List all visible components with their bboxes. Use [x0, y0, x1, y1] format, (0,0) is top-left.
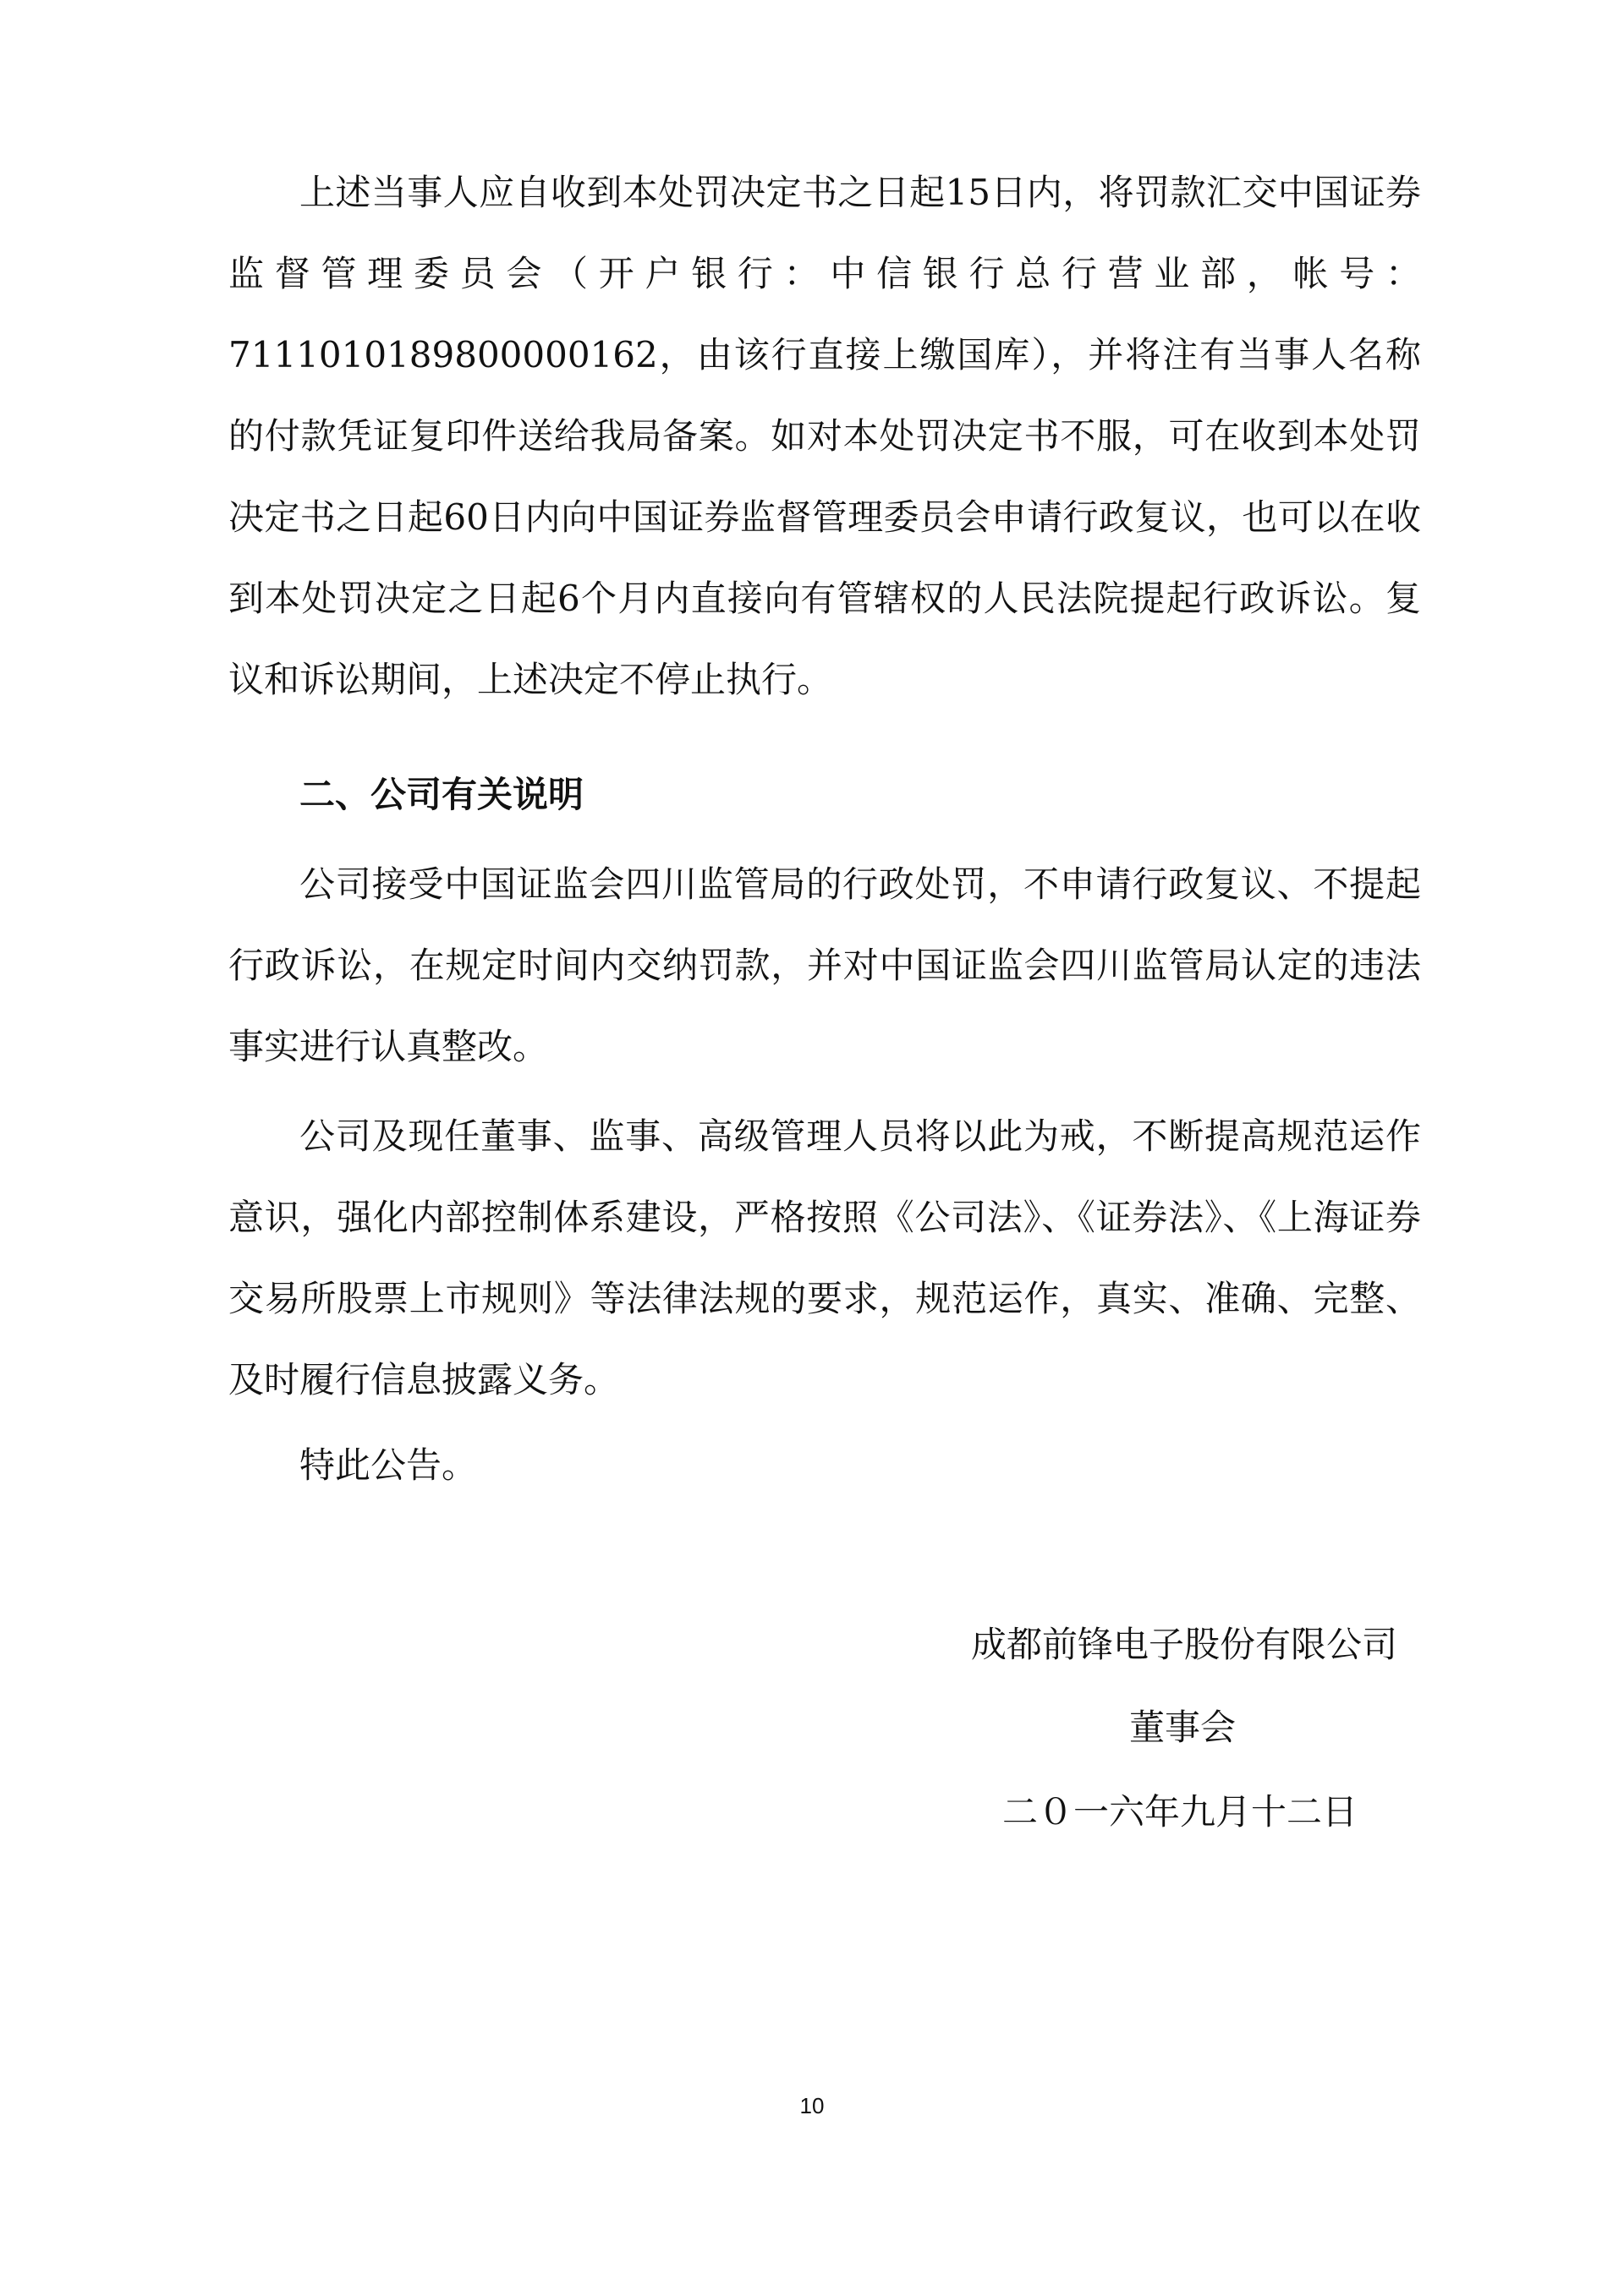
signature-board: 董事会	[1129, 1707, 1237, 1748]
signature-company: 成都前锋电子股份有限公司	[971, 1624, 1398, 1665]
paragraph-company-acceptance: 公司接受中国证监会四川监管局的行政处罚，不申请行政复议、不提起行政诉讼，在规定时间内交纳罚款，并对中国证监会四川监管局认定的违法事实进行认真整改。	[228, 863, 1421, 1067]
paragraph-penalty-payment: 上述当事人应自收到本处罚决定书之日起15日内，将罚款汇交中国证券监督管理委员会（开户银行：中信银行总行营业部，帐号：7111010189800000162，由该行直接上缴国库），并将注有当事人名称的付款凭证复印件送给我局备案。如对本处罚决定书不服，可在收到本处罚决定书之日起60日内向中国证券监督管理委员会申请行政复议，也可以在收到本处罚决定之日起6个月内直接向有管辖权的人民法院提起行政诉讼。复议和诉讼期间，上述决定不停止执行。	[228, 172, 1421, 700]
section-heading: 二、公司有关说明	[299, 774, 584, 815]
closing-statement: 特此公告。	[299, 1444, 478, 1486]
document-body	[228, 152, 1421, 1421]
signature-date: 二０一六年九月十二日	[1002, 1791, 1358, 1833]
paragraph-company-commitment: 公司及现任董事、监事、高级管理人员将以此为戒，不断提高规范运作意识，强化内部控制体系建设，严格按照《公司法》、《证券法》、《上海证券交易所股票上市规则》等法律法规的要求，规范运作，真实、准确、完整、及时履行信息披露义务。	[228, 1115, 1421, 1400]
page-number: 10	[799, 2093, 825, 2118]
